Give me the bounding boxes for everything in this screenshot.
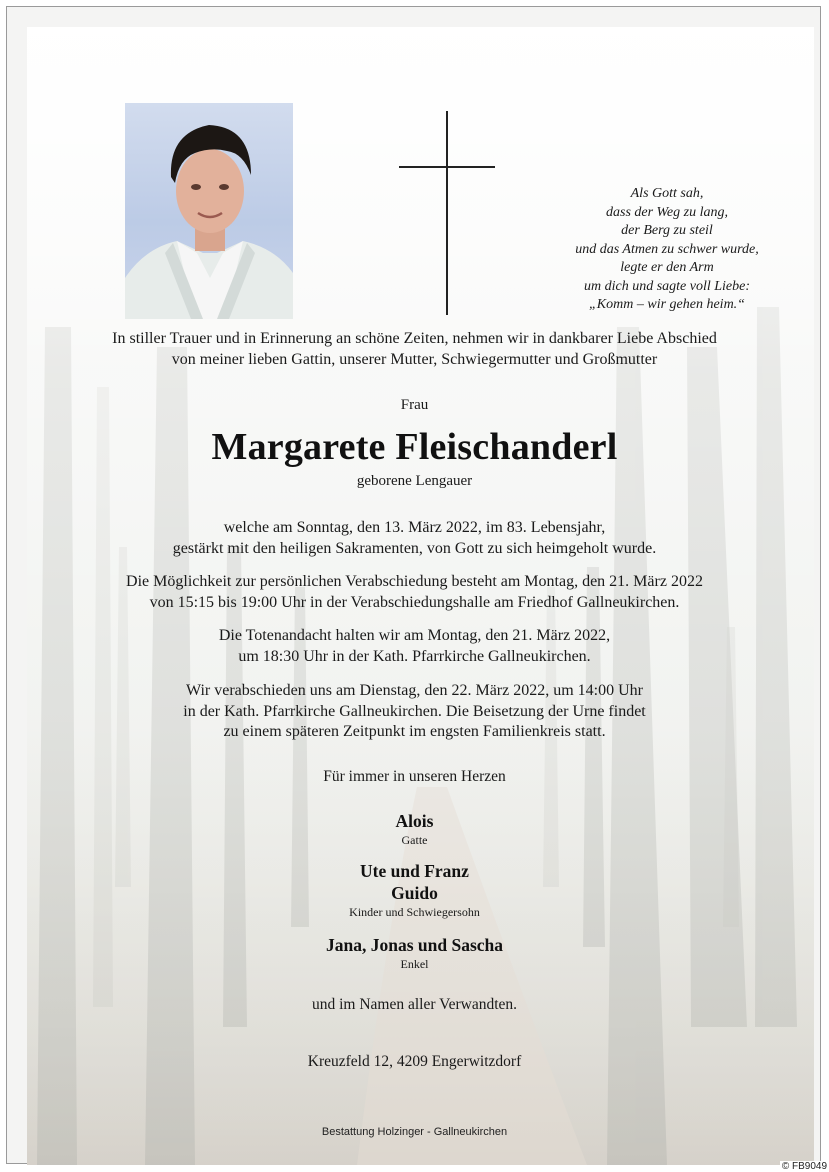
deceased-name: Margarete Fleischanderl — [211, 426, 618, 468]
farewell-paragraph: Wir verabschieden uns am Dienstag, den 22. März 2022, um 14:00 Uhr in der Kath. Pfarrkirche Gallneukirchen. Die Beisetzung der Urne findet zu einem späteren Zeitpunkt im engsten Familienkreis statt. — [183, 682, 646, 740]
poem-line: „Komm – wir gehen heim.“ — [589, 297, 745, 312]
intro-text: In stiller Trauer und in Erinnerung an schöne Zeiten, nehmen wir in dankbarer Liebe Abschied von meiner lieben Gattin, unserer Mutter, Schwiegermutter und Großmutter — [112, 330, 717, 368]
template-code: © FB9049 — [781, 1161, 827, 1172]
mourner-group: Jana, Jonas und Sascha Enkel — [325, 935, 504, 971]
closing-line: und im Namen aller Verwandten. — [311, 996, 518, 1013]
poem — [547, 185, 787, 315]
mourner-group: Alois Gatte — [395, 811, 434, 847]
poem-line: der Berg zu steil — [621, 223, 713, 238]
mourners-heading: Für immer in unseren Herzen — [323, 768, 506, 785]
family-address: Kreuzfeld 12, 4209 Engerwitzdorf — [307, 1053, 522, 1070]
poem-line: dass der Weg zu lang, — [606, 204, 728, 220]
poem-line: legte er den Arm — [620, 260, 714, 275]
portrait-photo — [125, 103, 293, 319]
birth-name: geborene Lengauer — [356, 473, 473, 489]
poem-line: Als Gott sah, — [630, 186, 704, 201]
cross-icon — [399, 111, 495, 315]
viewing-paragraph: Die Möglichkeit zur persönlichen Verabschiedung besteht am Montag, den 21. März 2022 von 15:15 bis 19:00 Uhr in der Verabschiedungshalle am Friedhof Gallneukirchen. — [126, 573, 703, 611]
poem-line: und das Atmen zu schwer wurde, — [575, 241, 759, 257]
salutation: Frau — [400, 397, 429, 413]
poem-line: um dich und sagte voll Liebe: — [583, 278, 751, 294]
mourner-group: Ute und Franz Guido Kinder und Schwiegersohn — [349, 861, 480, 919]
undertaker-credit: Bestattung Holzinger - Gallneukirchen — [321, 1126, 508, 1138]
death-paragraph: welche am Sonntag, den 13. März 2022, im 83. Lebensjahr, gestärkt mit den heiligen Sakramenten, von Gott zu sich heimgeholt wurde. — [172, 519, 657, 557]
prayer-paragraph: Die Totenandacht halten wir am Montag, den 21. März 2022, um 18:30 Uhr in der Kath. Pfarrkirche Gallneukirchen. — [218, 627, 611, 665]
